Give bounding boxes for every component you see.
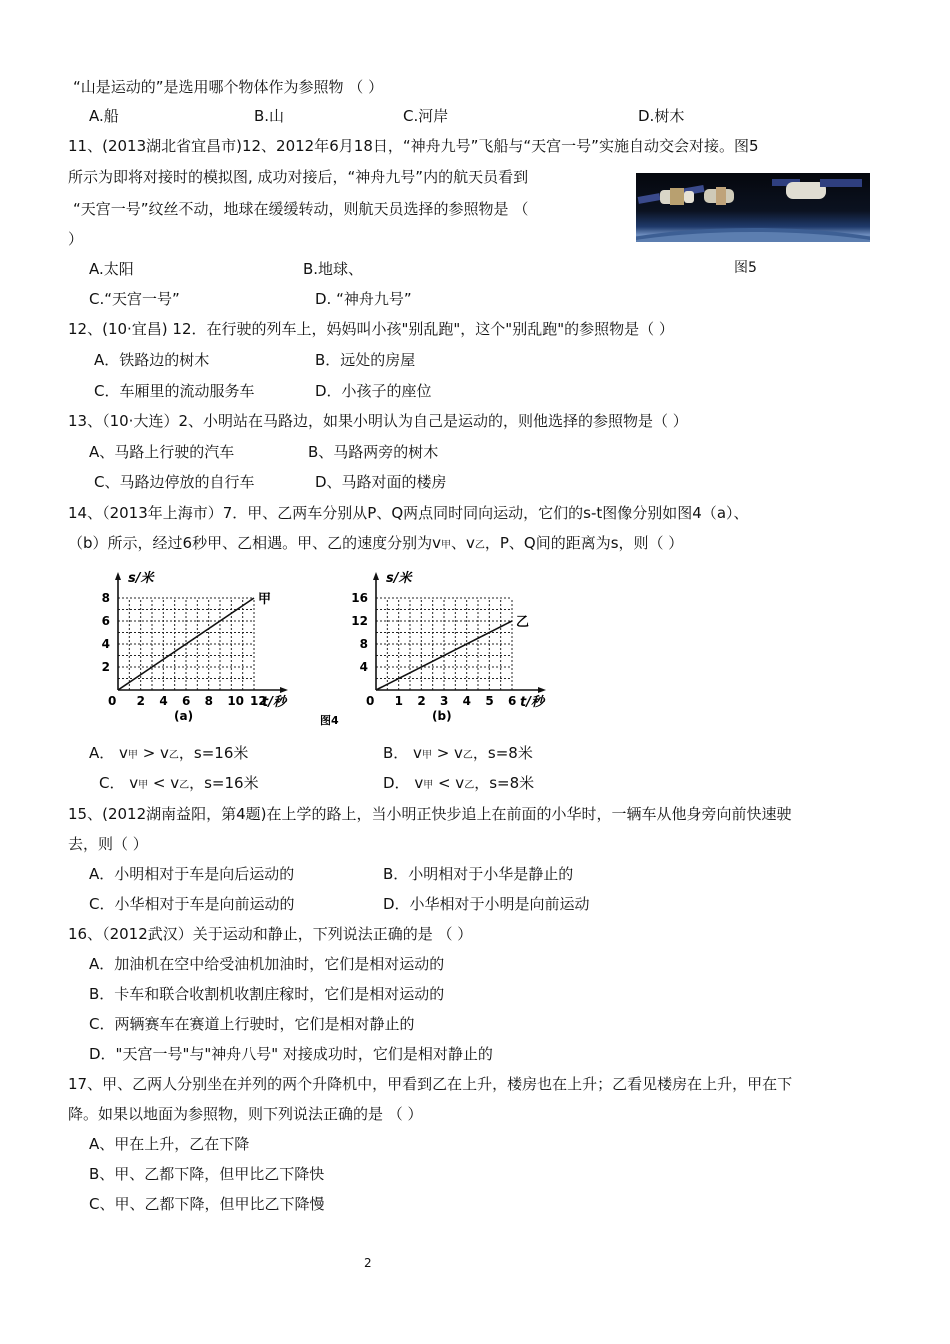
q12-option-b: B．远处的房屋 xyxy=(315,351,416,369)
q10-option-b: B.山 xyxy=(254,107,285,125)
q16-option-d: D．"天宫一号"与"神舟八号" 对接成功时，它们是相对静止的 xyxy=(89,1045,493,1063)
chart-b xyxy=(351,570,547,723)
q11-stem-line2: 所示为即将对接时的模拟图, 成功对接后，“神舟九号”内的航天员看到 xyxy=(68,168,529,186)
q14-option-b: B． v甲 > v乙，s=8米 xyxy=(383,744,533,762)
q16-option-c: C．两辆赛车在赛道上行驶时，它们是相对静止的 xyxy=(89,1015,415,1033)
q16-option-b: B．卡车和联合收割机收割庄稼时，它们是相对运动的 xyxy=(89,985,445,1003)
q15-option-a: A．小明相对于车是向后运动的 xyxy=(89,865,295,883)
q15-option-b: B．小明相对于小华是静止的 xyxy=(383,865,574,883)
figure5-caption: 图5 xyxy=(734,260,757,276)
q11-stem-line1: 11、(2013湖北省宜昌市)12、2012年6月18日，“神舟九号”飞船与“天宫一号”实施自动交会对接。图5 xyxy=(68,137,759,155)
q12-option-d: D．小孩子的座位 xyxy=(315,382,432,400)
x-axis-label: t/秒 xyxy=(262,695,286,710)
y-tick-label: 4 xyxy=(101,637,110,651)
q11-stem-line4: ） xyxy=(68,230,84,248)
q15-option-d: D．小华相对于小明是向前运动 xyxy=(383,895,590,913)
q14-option-d: D． v甲 < v乙，s=8米 xyxy=(383,774,535,792)
x-tick-label: 4 xyxy=(159,694,168,708)
x-tick-label: 0 xyxy=(366,694,375,708)
x-tick-label: 8 xyxy=(204,694,214,708)
x-tick-label: 3 xyxy=(440,694,449,708)
q10-option-c: C.河岸 xyxy=(403,107,449,125)
y-tick-label: 6 xyxy=(101,614,110,628)
x-tick-label: 0 xyxy=(108,694,117,708)
x-tick-label: 2 xyxy=(417,694,426,708)
q13-option-b: B、马路两旁的树木 xyxy=(308,443,439,461)
chart-a xyxy=(102,570,289,723)
x-tick-label: 2 xyxy=(136,694,146,708)
q13-option-c: C、马路边停放的自行车 xyxy=(94,473,255,491)
x-axis-arrow xyxy=(538,687,546,693)
q11-option-b: B.地球、 xyxy=(303,260,364,278)
q14-stem-line2: （b）所示，经过6秒甲、乙相遇。甲、乙的速度分别为v甲、v乙，P、Q间的距离为s，则（ ） xyxy=(68,534,684,552)
y-axis-arrow xyxy=(373,572,379,580)
q13-stem: 13、（10·大连）2、小明站在马路边，如果小明认为自己是运动的，则他选择的参照物是（ ） xyxy=(68,412,688,430)
y-tick-label: 8 xyxy=(359,637,368,651)
q17-option-a: A、甲在上升，乙在下降 xyxy=(89,1135,250,1153)
q14-stem-line1: 14、（2013年上海市）7．甲、乙两车分别从P、Q两点同时同向运动，它们的s-t图像分别如图4（a）、 xyxy=(68,504,749,522)
y-tick-label: 2 xyxy=(101,660,110,674)
y-tick-label: 4 xyxy=(359,660,368,674)
q11-option-a: A.太阳 xyxy=(89,260,134,278)
y-axis-label: s/米 xyxy=(386,571,412,586)
q14-option-c: C． v甲 < v乙，s=16米 xyxy=(99,774,259,792)
q16-option-a: A．加油机在空中给受油机加油时，它们是相对运动的 xyxy=(89,955,445,973)
x-axis-arrow xyxy=(280,687,288,693)
q13-option-a: A、马路上行驶的汽车 xyxy=(89,443,235,461)
series-label: 乙 xyxy=(516,615,530,630)
x-tick-label: 6 xyxy=(508,694,517,708)
y-tick-label: 8 xyxy=(101,591,110,605)
chart-subcaption: (a) xyxy=(174,709,194,723)
q12-option-c: C．车厢里的流动服务车 xyxy=(94,382,255,400)
q10-stem: “山是运动的”是选用哪个物体作为参照物 （ ） xyxy=(73,78,384,96)
q12-option-a: A．铁路边的树木 xyxy=(94,351,210,369)
figure4-caption: 图4 xyxy=(320,714,339,727)
series-label: 甲 xyxy=(258,592,272,607)
x-axis-label: t/秒 xyxy=(520,695,544,710)
x-tick-label: 12 xyxy=(250,694,267,708)
q11-option-d: D. “神舟九号” xyxy=(315,290,412,308)
x-tick-label: 4 xyxy=(462,694,472,708)
q15-stem-line2: 去，则（ ） xyxy=(68,835,148,853)
q17-option-b: B、甲、乙都下降，但甲比乙下降快 xyxy=(89,1165,325,1183)
q11-option-c: C.“天宫一号” xyxy=(89,290,180,308)
y-tick-label: 16 xyxy=(351,591,368,605)
figure4-graphs xyxy=(80,560,600,730)
x-tick-label: 1 xyxy=(394,694,404,708)
q17-option-c: C、甲、乙都下降，但甲比乙下降慢 xyxy=(89,1195,325,1213)
y-axis-label: s/米 xyxy=(128,571,154,586)
x-tick-label: 5 xyxy=(485,694,494,708)
x-tick-label: 10 xyxy=(227,694,245,708)
x-tick-label: 6 xyxy=(182,694,191,708)
spacecraft-docking-image xyxy=(636,173,870,242)
q15-option-c: C．小华相对于车是向前运动的 xyxy=(89,895,295,913)
y-axis-arrow xyxy=(115,572,121,580)
q11-stem-line3: “天宫一号”纹丝不动，地球在缓缓转动，则航天员选择的参照物是 （ xyxy=(73,200,529,218)
q17-stem-line1: 17、甲、乙两人分别坐在并列的两个升降机中，甲看到乙在上升，楼房也在上升；乙看见楼房在上升，甲在下 xyxy=(68,1075,793,1093)
chart-subcaption: (b) xyxy=(432,709,452,723)
y-tick-label: 12 xyxy=(351,614,368,628)
q15-stem-line1: 15、(2012湖南益阳，第4题)在上学的路上，当小明正快步追上在前面的小华时，一辆车从他身旁向前快速驶 xyxy=(68,805,792,823)
q17-stem-line2: 降。如果以地面为参照物，则下列说法正确的是 （ ） xyxy=(68,1105,423,1123)
q10-option-a: A.船 xyxy=(89,107,119,125)
q16-stem: 16、（2012武汉）关于运动和静止，下列说法正确的是 （ ） xyxy=(68,925,473,943)
q12-stem: 12、(10·宜昌) 12．在行驶的列车上，妈妈叫小孩"别乱跑"，这个"别乱跑"的参照物是（ ） xyxy=(68,320,674,338)
q10-option-d: D.树木 xyxy=(638,107,685,125)
q13-option-d: D、马路对面的楼房 xyxy=(315,473,447,491)
q14-option-a: A． v甲 > v乙，s=16米 xyxy=(89,744,249,762)
page-number: 2 xyxy=(364,1256,372,1270)
